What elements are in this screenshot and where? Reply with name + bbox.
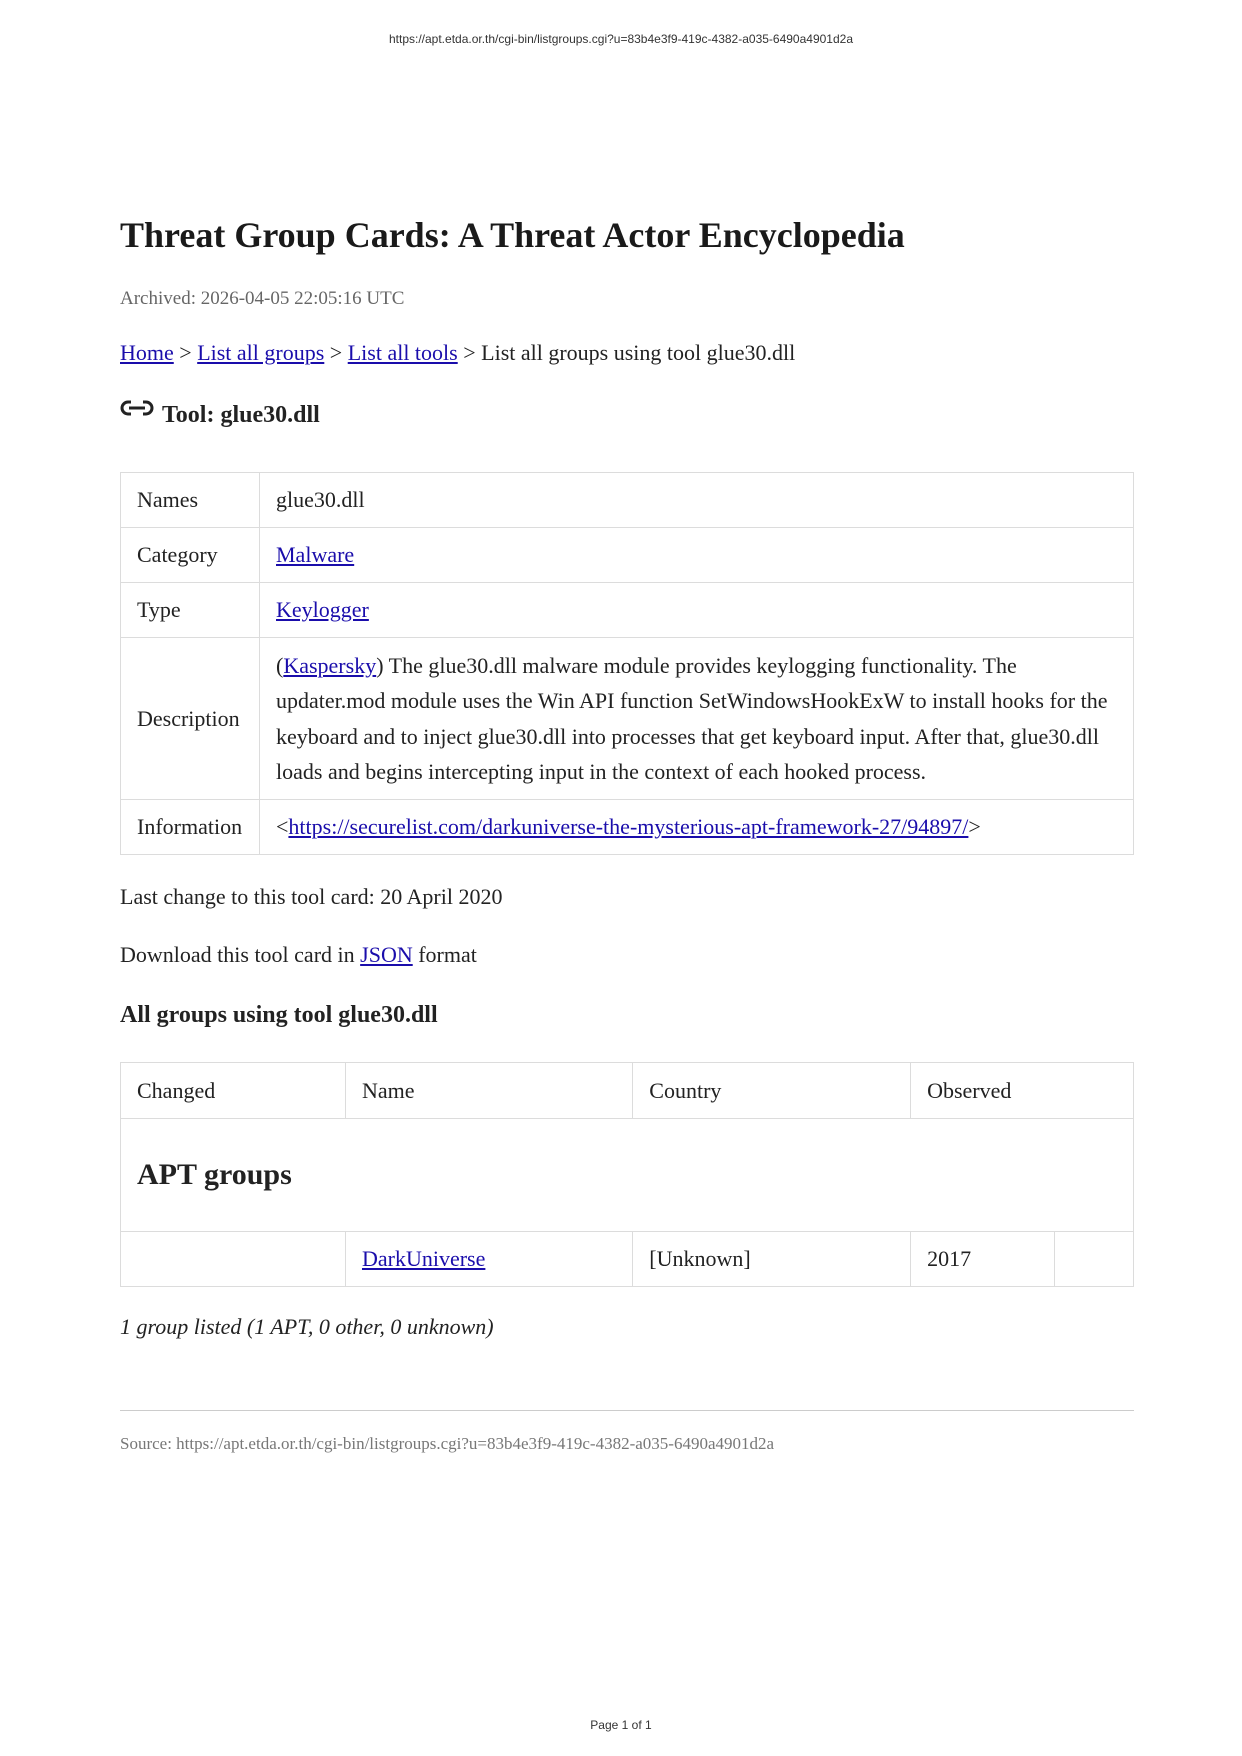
table-row [121,800,1134,855]
description-open-paren: ( [276,652,284,678]
link-icon [120,396,154,420]
source-line: Source: https://apt.etda.or.th/cgi-bin/listgroups.cgi?u=83b4e3f9-419c-4382-a035-6490a4901d2a [120,1434,775,1453]
groups-summary: 1 group listed (1 APT, 0 other, 0 unknown) [120,1314,494,1339]
category-link[interactable]: Malware [276,542,355,567]
last-change-text: Last change to this tool card: 20 April 2020 [120,884,503,909]
group-link-darkuniverse[interactable]: DarkUniverse [361,1246,486,1271]
type-cell [260,583,1134,638]
cell-name [345,1232,632,1287]
download-suffix: format [412,942,477,967]
cell-changed [121,1232,346,1287]
breadcrumb-list-tools-link[interactable]: List all tools [347,340,458,365]
information-label: Information [121,800,260,855]
description-label: Description [121,638,260,800]
breadcrumb-separator: > [324,340,348,365]
download-line [120,942,477,968]
download-json-link[interactable]: JSON [360,942,413,967]
column-header-changed: Changed [121,1063,346,1119]
breadcrumb-current: List all groups using tool glue30.dll [481,340,796,365]
information-url-link[interactable]: https://securelist.com/darkuniverse-the-mysterious-apt-framework-27/94897/ [288,814,969,839]
information-open-bracket: < [276,814,289,839]
breadcrumb-list-groups-link[interactable]: List all groups [197,340,325,365]
table-header-row [121,1063,1134,1119]
section-row [121,1119,1134,1232]
archived-timestamp: Archived: 2026-04-05 22:05:16 UTC [120,288,405,309]
breadcrumb-separator: > [173,340,198,365]
tool-heading-text: Tool: glue30.dll [162,402,320,428]
table-row [121,583,1134,638]
print-header-url: https://apt.etda.or.th/cgi-bin/listgroups.cgi?u=83b4e3f9-419c-4382-a035-6490a4901d2a [388,32,853,46]
table-row [121,473,1134,528]
section-cell [121,1119,1134,1232]
table-row [121,638,1134,800]
print-footer-page-number: Page 1 of 1 [590,1718,652,1732]
description-cell [260,638,1134,800]
tool-heading [120,402,320,429]
tool-info-table [120,472,1134,855]
names-value: glue30.dll [260,473,1134,528]
table-row [121,1232,1134,1287]
cell-extra [1054,1232,1133,1287]
groups-table [120,1062,1134,1287]
breadcrumb-home-link[interactable]: Home [120,340,174,365]
page-title: Threat Group Cards: A Threat Actor Encyclopedia [120,215,905,255]
category-label: Category [121,528,260,583]
column-header-name: Name [345,1063,632,1119]
column-header-country: Country [633,1063,911,1119]
cell-country: [Unknown] [633,1232,911,1287]
download-prefix: Download this tool card in [120,942,361,967]
cell-observed: 2017 [911,1232,1055,1287]
table-row [121,528,1134,583]
column-header-observed: Observed [911,1063,1134,1119]
description-source-link[interactable]: Kaspersky [283,652,377,678]
type-link[interactable]: Keylogger [276,597,369,622]
information-cell [260,800,1134,855]
category-cell [260,528,1134,583]
section-title-apt-groups: APT groups [137,1158,292,1191]
names-label: Names [121,473,260,528]
divider [120,1410,1134,1411]
groups-heading: All groups using tool glue30.dll [120,1002,438,1028]
description-text: ) The glue30.dll malware module provides keylogging functionality. The updater.mod module uses the Win API function SetWindowsHookExW to install hooks for the keyboard and to inject glue30.dll into processes that get keyboard input. After that, glue30.dll loads and begins intercepting input in the context of each hooked process. [276,652,1108,784]
type-label: Type [121,583,260,638]
breadcrumb-separator: > [457,340,482,365]
information-close-bracket: > [968,814,981,839]
breadcrumb [120,340,795,366]
